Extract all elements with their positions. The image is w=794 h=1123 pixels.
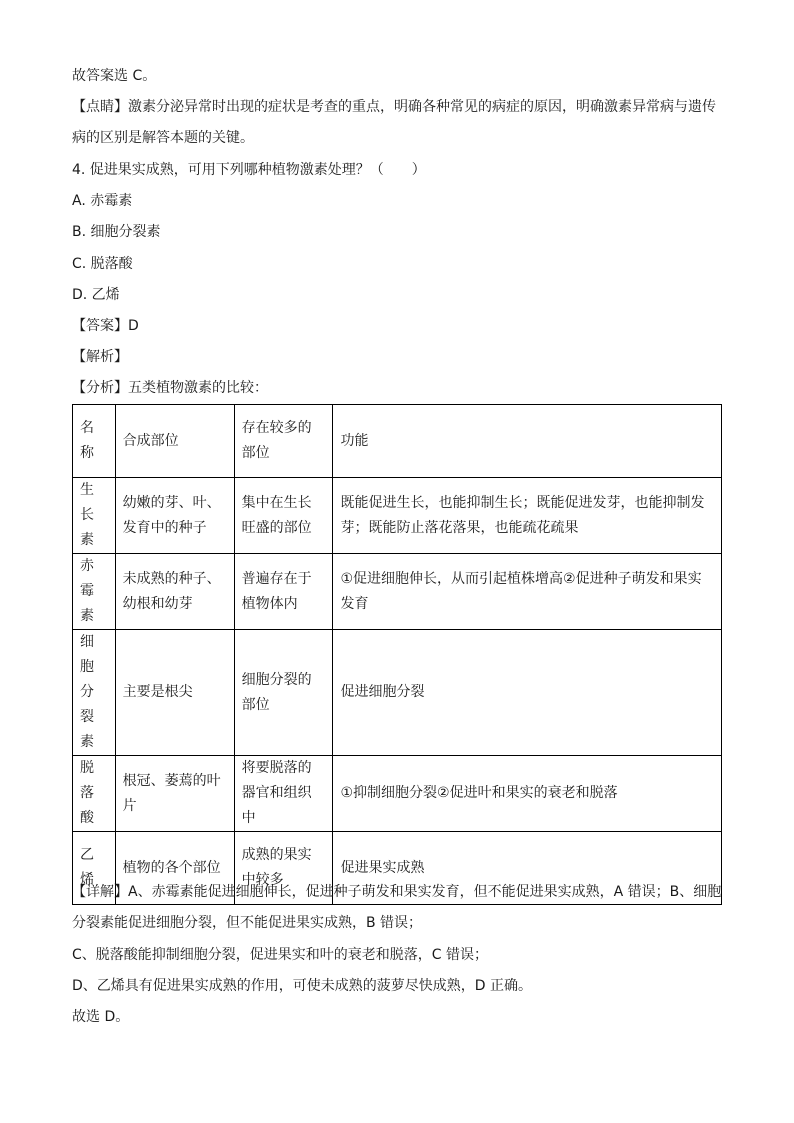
table-cell: 生长素 <box>73 478 116 554</box>
option-c: C. 脱落酸 <box>72 256 133 272</box>
table-cell: 主要是根尖 <box>115 630 234 756</box>
table-cell: 幼嫩的芽、叶、发育中的种子 <box>115 478 234 554</box>
detail-paragraph-1 <box>72 877 722 939</box>
table-cell: 未成熟的种子、幼根和幼芽 <box>115 554 234 630</box>
detail-tag: 【详解】 <box>72 884 128 900</box>
table-header-row <box>73 405 722 478</box>
question-stem: 4. 促进果实成熟，可用下列哪种植物激素处理？（ ） <box>72 162 426 178</box>
header-cell: 名称 <box>73 405 116 478</box>
previous-answer-line: 故答案选 C。 <box>72 68 157 84</box>
table-row <box>73 554 722 630</box>
answer-value: D <box>128 318 139 334</box>
detail-paragraph-2: C、脱落酸能抑制细胞分裂，促进果实和叶的衰老和脱落，C 错误； <box>72 947 488 963</box>
table-cell: 集中在生长旺盛的部位 <box>234 478 333 554</box>
analysis-tag: 【解析】 <box>72 349 128 365</box>
table-cell: 促进细胞分裂 <box>333 630 722 756</box>
option-b: B. 细胞分裂素 <box>72 224 161 240</box>
analysis-sub-tag: 【分析】 <box>72 380 128 396</box>
comment-text: 激素分泌异常时出现的症状是考查的重点，明确各种常见的病症的原因，明确激素异常病与遗传病的区别是解答本题的关键。 <box>72 99 716 146</box>
header-cell: 存在较多的部位 <box>234 405 333 478</box>
table-cell: 既能促进生长，也能抑制生长；既能促进发芽，也能抑制发芽；既能防止落花落果，也能疏花疏果 <box>333 478 722 554</box>
detail-text-1: A、赤霉素能促进细胞伸长，促进种子萌发和果实发育，但不能促进果实成熟，A 错误；B、细胞分裂素能促进细胞分裂，但不能促进果实成熟，B 错误； <box>72 884 722 931</box>
table-cell: ①抑制细胞分裂②促进叶和果实的衰老和脱落 <box>333 756 722 832</box>
answer-line <box>72 316 139 336</box>
header-cell: 合成部位 <box>115 405 234 478</box>
answer-tag: 【答案】 <box>72 318 128 334</box>
table-cell: 成熟的果实中较多 <box>234 832 333 905</box>
hormone-comparison-table <box>72 404 722 905</box>
comment-tag: 【点睛】 <box>72 99 128 115</box>
header-cell: 功能 <box>333 405 722 478</box>
analysis-subheading <box>72 378 268 398</box>
table-cell: 根冠、萎蔫的叶片 <box>115 756 234 832</box>
option-a: A. 赤霉素 <box>72 193 133 209</box>
table-cell: 将要脱落的器官和组织中 <box>234 756 333 832</box>
option-d: D. 乙烯 <box>72 287 120 303</box>
table-cell: 乙烯 <box>73 832 116 905</box>
table-cell: 植物的各个部位 <box>115 832 234 905</box>
detail-paragraph-3: D、乙烯具有促进果实成熟的作用，可使未成熟的菠萝尽快成熟，D 正确。 <box>72 978 533 994</box>
comment-paragraph <box>72 92 722 154</box>
table-row <box>73 630 722 756</box>
conclusion-line: 故选 D。 <box>72 1009 130 1025</box>
table-row <box>73 478 722 554</box>
table-row <box>73 756 722 832</box>
analysis-sub-text: 五类植物激素的比较： <box>128 380 268 396</box>
table-cell: 脱落酸 <box>73 756 116 832</box>
table-cell: 细胞分裂素 <box>73 630 116 756</box>
table-cell: 赤霉素 <box>73 554 116 630</box>
table-cell: 细胞分裂的部位 <box>234 630 333 756</box>
table-cell: ①促进细胞伸长，从而引起植株增高②促进种子萌发和果实发育 <box>333 554 722 630</box>
table-cell: 促进果实成熟 <box>333 832 722 905</box>
table-cell: 普遍存在于植物体内 <box>234 554 333 630</box>
